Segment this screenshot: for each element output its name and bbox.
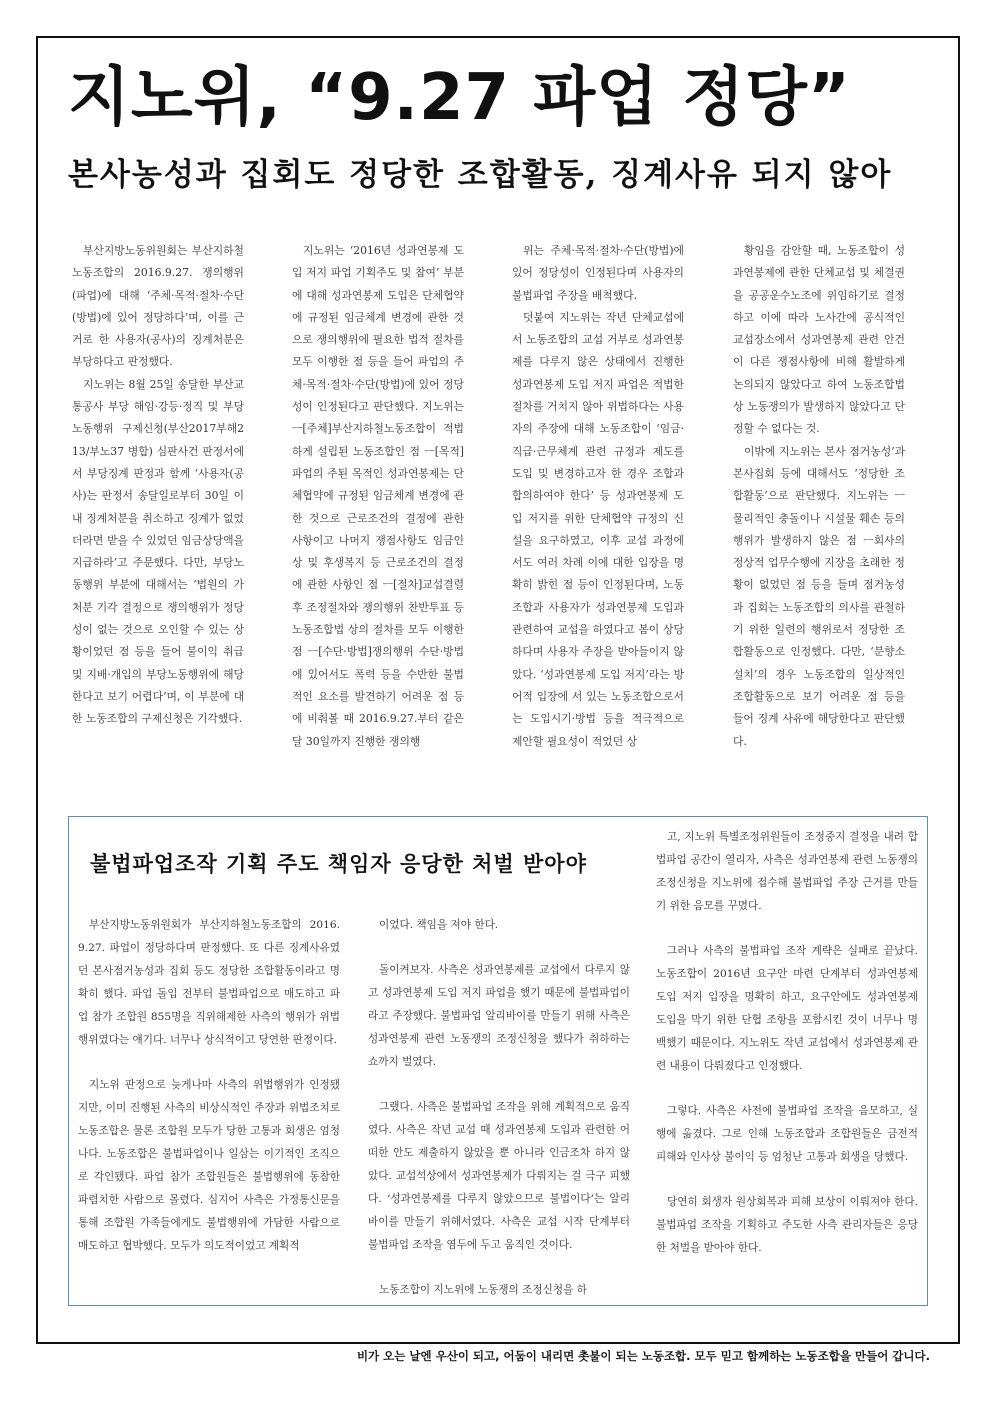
paragraph: 그랬다. 사측은 불법파업 조작을 위해 계획적으로 움직였다. 사측은 작년 교섭 때 성과연봉제 도입과 관련한 어떠한 안도 제출하지 않았을 뿐 아니라 인금조차 하지 않았다. 교섭석상에서 성과연봉제가 다뤄지는 걸 극구 피했다. ‘성과연봉제를 다루지 않았으므로 불법이다’는 알리바이를 만들기 위해서였다. 사측은 교섭 시작 단계부터 불법파업 조작을 염두에 두고 움직인 것이다.: [368, 1101, 630, 1251]
paragraph: 그렇다. 사측은 사전에 불법파업 조작을 음모하고, 실행에 옮겼다. 그로 인해 노동조합과 조합원들은 금전적 피해와 인사상 불이익 등 엄청난 고통과 회생을 당했다.: [656, 1105, 918, 1163]
footer-slogan: 비가 오는 날엔 우산이 되고, 어둠이 내리면 촛불이 되는 노동조합. 모두 믿고 함께하는 노동조합을 만들어 갑니다.: [356, 1349, 930, 1363]
article-column: [72, 240, 244, 775]
paragraph: 이밖에 지노위는 본사 점거농성’과 본사집회 등에 대해서도 ‘정당한 조합활동’으로 판단했다. 지노위는 ㅡ물리적인 충돌이나 시설물 훼손 등의 행위가 발생하지 않은 점 ㅡ회사의 정상적 업무수행에 지장을 초래한 정황이 없었던 점 등을 들며 점거농성과 집회는 노동조합의 의사를 관철하기 위한 일련의 행위로서 정당한 조합활동으로 인정했다. 다만, ‘분향소 설치’의 경우 노동조합의 일상적인 조합활동으로 보기 어려운 점 등을 들어 징계 사유에 해당한다고 판단했다.: [733, 444, 905, 748]
paragraph: 지노위 판정으로 늦게나마 사측의 위법행위가 인정됐지만, 이미 진행된 사측의 비상식적인 주장과 위법조치로 노동조합은 물론 조합원 모두가 당한 고통과 회생은 엄청나다. 노동조합은 불법파업이나 일삼는 이기적인 조직으로 각인됐다. 파업 참가 조합원들은 불법행위에 동참한 파렴치한 사람으로 몰렸다. 심지어 사측은 가정통신문을 통해 조합원 가족들에게도 불법행위에 가담한 사람으로 매도하고 협박했다. 모두가 의도적이었고 계획적: [78, 1079, 340, 1252]
paragraph: 위는 주체·목적·절차·수단(방법)에 있어 정당성이 인정된다며 사용자의 불법파업 주장을 배척했다.: [512, 244, 684, 302]
editorial-column: [78, 914, 340, 1300]
article-column: [292, 240, 464, 775]
paragraph: 부산지방노동위원회는 부산지하철노동조합의 2016.9.27. 쟁의행위(파업)에 대해 ‘주체·목적·절차·수단(방법)에 있어 정당하다’며, 이를 근거로 한 사용자(공사)의 징계처분은 부당하다고 판정했다.: [72, 244, 244, 369]
paragraph: 고, 지노위 특별조정위원들이 조정중지 결정을 내려 합법파업 공간이 열리자, 사측은 성과연봉제 관련 노동쟁의 조정신청을 지노위에 접수해 불법파업 주장 근거를 만들기 위한 음모를 꾸몄다.: [656, 831, 918, 912]
subheadline: 본사농성과 집회도 정당한 조합활동, 징계사유 되지 않아: [68, 157, 893, 193]
paragraph: 지노위는 ‘2016년 성과연봉제 도입 저지 파업 기획주도 및 참여’ 부분에 대해 성과연봉제 도입은 단체협약에 규정된 임금체계 변경에 관한 것으로 쟁의행위에 필요한 법적 절차를 모두 이행한 점 등을 들어 파업의 주체·목적·절차·수단(방법)에 있어 정당성이 인정된다고 판단했다. 지노위는 ㅡ[주체]부산지하철노동조합이 적법하게 설립된 노동조합인 점 ㅡ[목적]파업의 주된 목적인 성과연봉제는 단체협약에 규정된 임금체계 변경에 관한 것으로 근로조건의 결정에 관한 사항이고 나머지 쟁점사항도 임금인상 및 후생복지 등 근로조건의 결정에 관한 사항인 점 ㅡ[절차]교섭결렬 후 조정절차와 쟁의행위 찬반투표 등 노동조합법 상의 절차를 모두 이행한 점 ㅡ[수단·방법]쟁의행위 수단·방법에 있어서도 폭력 등을 수반한 불법적인 요소를 발견하기 어려운 점 등에 비춰볼 때 2016.9.27.부터 같은 달 30일까지 진행한 쟁의행: [292, 244, 464, 748]
article-column: [512, 240, 684, 775]
paragraph: 황임을 감안할 때, 노동조합이 성과연봉제에 관한 단체교섭 및 체결권을 공공운수노조에 위임하기로 결정하고 이에 따라 노사간에 공식적인 교섭장소에서 성과연봉제 관련 안건이 다른 쟁점사항에 비해 활발하게 논의되지 않았다고 하여 노동조합법상 노동쟁의가 발생하지 않았다고 단정할 수 없다는 것.: [733, 244, 905, 436]
paragraph: 덧붙여 지노위는 작년 단체교섭에서 노동조합의 교섭 거부로 성과연봉제를 다루지 않은 상태에서 진행한 성과연봉제 도입 저지 파업은 적법한 절차를 거치지 않아 위법하다는 사용자의 주장에 대해 노동조합이 ‘임금·직급·근무체계 관련 규정과 제도를 도입 및 변경하고자 한 경우 조합과 합의하여야 한다’ 등 성과연봉제 도입 저지를 위한 단체협약 규정의 신설을 요구하였고, 이후 교섭 과정에서도 여러 차례 이에 대한 입장을 명확히 밝힌 점 등이 인정된다며, 노동조합과 사용자가 성과연봉제 도입과 관련하여 교섭을 하였다고 봄이 상당하다며 사용자 주장을 받아들이지 않았다. ‘성과연봉제 도입 저지’라는 방어적 입장에 서 있는 노동조합으로서는 도입시기·방법 등을 적극적으로 제안할 필요성이 적었던 상: [512, 310, 684, 748]
editorial-title: 불법파업조작 기획 주도 책임자 응당한 처벌 받아야: [90, 851, 587, 876]
editorial-column: [368, 914, 630, 1300]
article-column: [733, 240, 905, 775]
paragraph: 이었다. 책임을 져야 한다.: [379, 919, 499, 931]
paragraph: 부산지방노동위원회가 부산지하철노동조합의 2016.9.27. 파업이 정당하다며 판정했다. 또 다른 징계사유였던 본사점거농성과 집회 등도 정당한 조합활동이라고 명확히 했다. 파업 돌입 전부터 불법파업으로 매도하고 파업 참가 조합원 855명을 직위해제한 사측의 행위가 위법 행위였다는 얘기다. 너무나 상식적이고 당연한 판정이다.: [78, 919, 340, 1046]
paragraph: 지노위는 8월 25일 송달한 부산교통공사 부당 해임·강등·정직 및 부당노동행위 구제신청(부산2017부해213/부노37 병합) 심판사건 판정서에서 부당징계 판정과 함께 ‘사용자(공사)는 판정서 송달일로부터 30일 이내 징계처분을 취소하고 징계가 없었더라면 받을 수 있었던 임금상당액을 지급하라’고 주문했다. 다만, 부당노동행위 부분에 대해서는 ‘법원의 가처분 기각 결정으로 쟁의행위가 정당성이 없는 것으로 오인할 수 있는 상황이었던 점 등을 들어 불이익 취급 및 지배·개입의 부당노동행위에 해당한다고 보기 어렵다’며, 이 부분에 대한 노동조합의 구제신청은 기각했다.: [72, 377, 244, 726]
paragraph: 노동조합이 지노위에 노동쟁의 조정신청을 하: [379, 1284, 587, 1296]
paragraph: 당연히 회생자 원상회복과 피해 보상이 이뤄져야 한다. 불법파업 조작을 기획하고 주도한 사측 관리자들은 응당한 처벌을 받아야 한다.: [656, 1196, 918, 1254]
editorial-column: [656, 826, 918, 1300]
paragraph: 돌이켜보자. 사측은 성과연봉제를 교섭에서 다루지 않고 성과연봉제 도입 저지 파업을 했기 때문에 불법파업이라고 주장했다. 불법파업 알리바이를 만들기 위해 사측은 성과연봉제 관련 노동쟁의 조정신청을 했다가 취하하는 쇼까지 벌였다.: [368, 964, 630, 1068]
paragraph: 그러나 사측의 불법파업 조작 계략은 실패로 끝났다. 노동조합이 2016년 요구안 마련 단계부터 성과연봉제 도입 저지 입장을 명확히 하고, 요구안에도 성과연봉제 도입을 막기 위한 단협 조항을 포함시킨 것이 너무나 명백했기 때문이다. 지노위도 작년 교섭에서 성과연봉제 관련 내용이 다뤄졌다고 인정했다.: [656, 945, 918, 1072]
headline: 지노위, “9.27 파업 정당”: [68, 61, 851, 135]
